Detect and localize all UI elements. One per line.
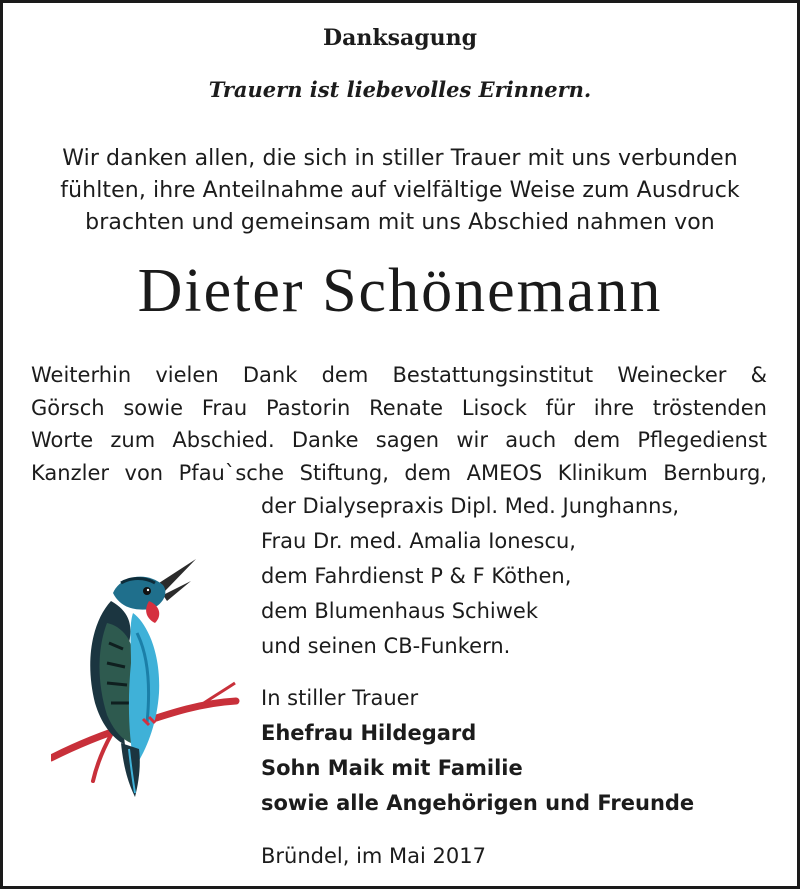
thanks-line: Kanzler von Pfau`sche Stiftung, dem AMEOS Klinikum Bernburg, xyxy=(31,460,767,485)
list-item: dem Fahrdienst P & F Köthen, xyxy=(261,564,572,588)
notice-motto: Trauern ist liebevolles Erinnern. xyxy=(208,77,592,102)
thanks-line: Görsch sowie Frau Pastorin Renate Lisock für ihre tröstenden xyxy=(31,395,767,420)
mourner-name: Ehefrau Hildegard xyxy=(261,721,477,745)
signature-block xyxy=(261,681,694,821)
list-item: der Dialysepraxis Dipl. Med. Junghanns, xyxy=(261,494,680,518)
mourner-name: sowie alle Angehörigen und Freunde xyxy=(261,791,695,815)
notice-heading: Danksagung xyxy=(323,25,477,51)
thanks-paragraph xyxy=(31,359,767,489)
thanks-line: Weiterhin vielen Dank dem Bestattungsinstitut Weinecker & xyxy=(31,363,767,387)
intro-line: brachten und gemeinsam mit uns Abschied nahmen von xyxy=(85,210,715,235)
thanks-line: Worte zum Abschied. Danke sagen wir auch dem Pflegedienst xyxy=(31,428,767,452)
intro-paragraph xyxy=(23,143,777,239)
intro-line: Wir danken allen, die sich in stiller Trauer mit uns verbunden xyxy=(62,146,738,171)
list-item: Frau Dr. med. Amalia Ionescu, xyxy=(261,529,576,553)
kingfisher-illustration xyxy=(51,553,251,803)
place-date: Bründel, im Mai 2017 xyxy=(261,844,487,868)
deceased-name: Dieter Schönemann xyxy=(137,257,663,325)
list-item: und seinen CB-Funkern. xyxy=(261,634,511,658)
intro-line: fühlten, ihre Anteilnahme auf vielfältige Weise zum Ausdruck xyxy=(60,178,740,203)
thanks-list xyxy=(261,489,679,664)
mourner-name: Sohn Maik mit Familie xyxy=(261,756,523,780)
mourning-intro: In stiller Trauer xyxy=(261,686,419,710)
list-item: dem Blumenhaus Schiwek xyxy=(261,599,538,623)
